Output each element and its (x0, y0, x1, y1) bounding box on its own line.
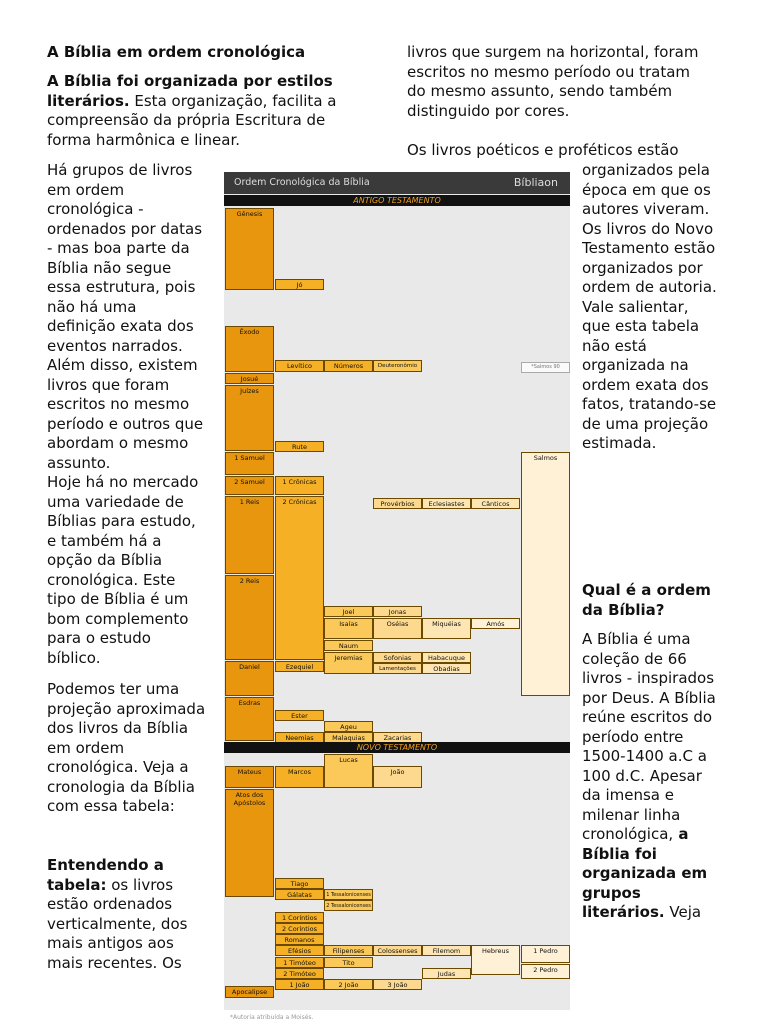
text-line: Há grupos de livros (47, 161, 193, 179)
text-line: organizada em (582, 864, 708, 882)
text-line: uma variedade de (47, 492, 184, 511)
text-line: estimada. (582, 434, 657, 452)
book-lamentacoes: Lamentações (373, 663, 422, 674)
text-line: livros que foram (47, 375, 170, 394)
book-filemom: Filemom (422, 945, 471, 956)
book-deuteronomio: Deuteronômio (373, 360, 422, 372)
text-line: organizados por (582, 258, 703, 277)
text-line: eventos narrados. (47, 336, 183, 355)
book-1-pedro: 1 Pedro (521, 945, 570, 963)
text-line: mais antigos aos (47, 934, 174, 952)
book-jeremias: Jeremias (324, 652, 373, 674)
book-eclesiastes: Eclesiastes (422, 498, 471, 509)
text-line: - mas boa parte da (47, 239, 190, 257)
book-1-cronicas: 1 Crônicas (275, 476, 324, 495)
book-salmos: Salmos (521, 452, 570, 696)
book-1-timoteo: 1 Timóteo (275, 957, 324, 968)
text-line: Vale salientar, (582, 297, 689, 316)
text-line: 100 d.C. Apesar (582, 766, 702, 785)
text-line: em ordem (47, 180, 125, 199)
text-line: assunto. (47, 453, 111, 472)
text-line: dos livros da Bíblia (47, 719, 189, 737)
right-column-text-2 (582, 630, 716, 923)
text-line: não há uma (47, 297, 137, 316)
text-fragment: os livros (106, 875, 174, 894)
page-title: A Bíblia em ordem cronológica (47, 43, 306, 61)
book-apocalipse: Apocalipse (225, 986, 274, 998)
text-line: em ordem (47, 738, 125, 757)
text-line: mais recentes. Os (47, 953, 182, 972)
text-line: reúne escritos do (582, 708, 713, 726)
entendendo-heading: Entendendo a (47, 856, 164, 874)
text-line: período e outros que (47, 414, 204, 433)
text-line (582, 825, 716, 845)
text-line: distinguido por cores. (407, 101, 570, 120)
intro-text: Esta organização, facilita a compreensão da própria Escritura de forma harmônica e linear. (47, 91, 337, 149)
text-line: Bíblias para estudo, (47, 512, 196, 530)
text-line: escritos no mesmo (47, 395, 190, 413)
new-testament-band: NOVO TESTAMENTO (224, 742, 570, 753)
book-joel: Joel (324, 606, 373, 617)
text-line: período entre (582, 727, 684, 746)
text-line: autores viveram. (582, 200, 710, 218)
chart-header (224, 172, 570, 194)
text-line: época em que os (582, 180, 711, 199)
book-1-samuel: 1 Samuel (225, 452, 274, 475)
text-line (47, 876, 187, 896)
book-naum: Naum (324, 640, 373, 651)
text-line: essa estrutura, pois (47, 278, 196, 296)
text-line: Podemos ter uma (47, 680, 180, 698)
text-line: da imensa e (582, 786, 674, 804)
left-column-text (47, 161, 203, 668)
book-2-pedro: 2 Pedro (521, 964, 570, 979)
entendendo-heading-2: tabela: (47, 875, 107, 894)
book-amos: Amós (471, 618, 520, 629)
book-jonas: Jonas (373, 606, 422, 617)
text-line: bíblico. (47, 648, 101, 667)
book-filipenses: Filipenses (324, 945, 373, 956)
text-line: que esta tabela (582, 317, 700, 335)
text-line: ordem de autoria. (582, 278, 717, 296)
text-line: Os livros poéticos e proféticos estão (407, 141, 679, 159)
book-numeros: Números (324, 360, 373, 372)
book-ezequiel: Ezequiel (275, 661, 324, 672)
book-zacarias: Zacarias (373, 732, 422, 743)
book-jo: Jó (275, 279, 324, 290)
book-1-corintios: 1 Coríntios (275, 912, 324, 923)
book-proverbios: Provérbios (373, 498, 422, 509)
text-line: cronológica. Veja a (47, 758, 189, 776)
book-daniel: Daniel (225, 661, 274, 696)
book-neemias: Neemias (275, 732, 324, 743)
salmos-note: *Salmos 90 (521, 362, 570, 373)
book-tiago: Tiago (275, 878, 324, 889)
bold-fragment: a (673, 825, 689, 843)
book-sofonias: Sofonias (373, 652, 422, 663)
text-line: Bíblia não segue (47, 258, 172, 277)
intro-paragraph (47, 72, 367, 150)
text-line: verticalmente, dos (47, 914, 188, 933)
book-efesios: Efésios (275, 945, 324, 956)
text-line: fatos, tratando-se (582, 395, 717, 413)
text-line: livros - inspirados (582, 669, 715, 687)
book-judas: Judas (422, 968, 471, 979)
text-line: coleção de 66 (582, 649, 687, 668)
text-line: definição exata dos (47, 317, 194, 335)
chronology-chart (224, 172, 570, 1010)
text-line: Além disso, existem (47, 356, 198, 374)
chart-brand-logo: Bíbliaon (513, 176, 558, 189)
text-line: 1500-1400 a.C a (582, 747, 707, 765)
left-column-text-3 (47, 856, 187, 973)
text-fragment: Veja (664, 903, 702, 921)
book-marcos: Marcos (275, 766, 324, 788)
book-2-joao: 2 João (324, 979, 373, 990)
left-column-text-2 (47, 680, 205, 817)
book-ester: Ester (275, 710, 324, 721)
bold-fragment: literários. (582, 903, 665, 921)
book-2-corintios: 2 Coríntios (275, 923, 324, 934)
old-testament-band: ANTIGO TESTAMENTO (224, 195, 570, 206)
text-line: organizada na (582, 356, 689, 374)
book-lucas: Lucas (324, 754, 373, 788)
book-colossenses: Colossenses (373, 945, 422, 956)
text-line: abordam o mesmo (47, 434, 189, 452)
book-1-joao: 1 João (275, 979, 324, 990)
text-line: Hoje há no mercado (47, 473, 199, 491)
right-top-text (407, 43, 698, 121)
book-3-joao: 3 João (373, 979, 422, 990)
book-obadias: Obadias (422, 663, 471, 674)
book-levitico: Levítico (275, 360, 324, 372)
text-line: cronológica - (47, 200, 144, 218)
text-line: para o estudo (47, 629, 151, 647)
book-miqueias: Miquéias (422, 618, 471, 639)
text-line: A Bíblia é uma (582, 630, 691, 648)
book-josue: Josué (225, 373, 274, 384)
book-malaquias: Malaquias (324, 732, 373, 743)
text-line: estão ordenados (47, 895, 173, 913)
book-2-cronicas: 2 Crônicas (275, 496, 324, 660)
book-2-tessalonicenses: 2 Tessalonicenses (324, 900, 373, 911)
text-line: Testamento estão (582, 239, 716, 257)
book-ageu: Ageu (324, 721, 373, 732)
book-mateus: Mateus (225, 766, 274, 788)
chart-footnote: *Autoria atribuída a Moisés. (230, 1014, 314, 1021)
text-line: bom complemento (47, 609, 189, 628)
book-oseias: Oséias (373, 618, 422, 639)
book-2-timoteo: 2 Timóteo (275, 968, 324, 979)
book-hebreus: Hebreus (471, 945, 520, 975)
book-exodo: Êxodo (225, 326, 274, 372)
chart-title: Ordem Cronológica da Bíblia (234, 177, 370, 188)
book-atos: Atos dos Apóstolos (225, 789, 274, 897)
text-line: grupos (582, 883, 641, 902)
book-2-samuel: 2 Samuel (225, 476, 274, 495)
question-heading (582, 581, 711, 620)
text-line: projeção aproximada (47, 699, 206, 718)
text-line: da Bíblia? (582, 600, 665, 619)
text-line: por Deus. A Bíblia (582, 688, 716, 707)
intro-bold: A Bíblia foi organizada por estilos literários. (47, 72, 333, 110)
book-joao: João (373, 766, 422, 788)
text-line: organizados pela (582, 161, 710, 179)
text-line: e também há a (47, 531, 162, 550)
text-fragment: cronológica, (582, 825, 674, 843)
text-line: Qual é a ordem (582, 581, 711, 599)
text-line: com essa tabela: (47, 797, 175, 815)
text-line: não está (582, 336, 647, 355)
text-line: escritos no mesmo período ou tratam (407, 62, 691, 81)
text-line: cronologia da Bíblia (47, 777, 195, 796)
text-line (582, 903, 716, 923)
book-esdras: Esdras (225, 697, 274, 741)
right-column-text (582, 161, 717, 454)
text-line: milenar linha (582, 805, 681, 824)
book-romanos: Romanos (275, 934, 324, 945)
text-line: ordem exata dos (582, 375, 709, 394)
book-rute: Rute (275, 441, 324, 452)
book-habacuque: Habacuque (422, 652, 471, 663)
book-isaias: Isaías (324, 618, 373, 639)
text-line: livros que surgem na horizontal, foram (407, 43, 699, 61)
book-genesis: Gênesis (225, 208, 274, 290)
book-1-reis: 1 Reis (225, 496, 274, 574)
text-line: do mesmo assunto, sendo também (407, 82, 673, 100)
book-canticos: Cânticos (471, 498, 520, 509)
text-line: Os livros do Novo (582, 219, 714, 238)
book-1-tessalonicenses: 1 Tessalonicenses (324, 889, 373, 900)
book-juizes: Juízes (225, 385, 274, 451)
book-galatas: Gálatas (275, 889, 324, 900)
book-tito: Tito (324, 957, 373, 968)
text-line: cronológica. Este (47, 570, 176, 589)
text-line: Bíblia foi (582, 844, 657, 863)
text-line: opção da Bíblia (47, 551, 163, 569)
text-line: de uma projeção (582, 414, 709, 433)
text-line: tipo de Bíblia é um (47, 590, 189, 608)
text-line: ordenados por datas (47, 219, 203, 238)
book-2-reis: 2 Reis (225, 575, 274, 660)
